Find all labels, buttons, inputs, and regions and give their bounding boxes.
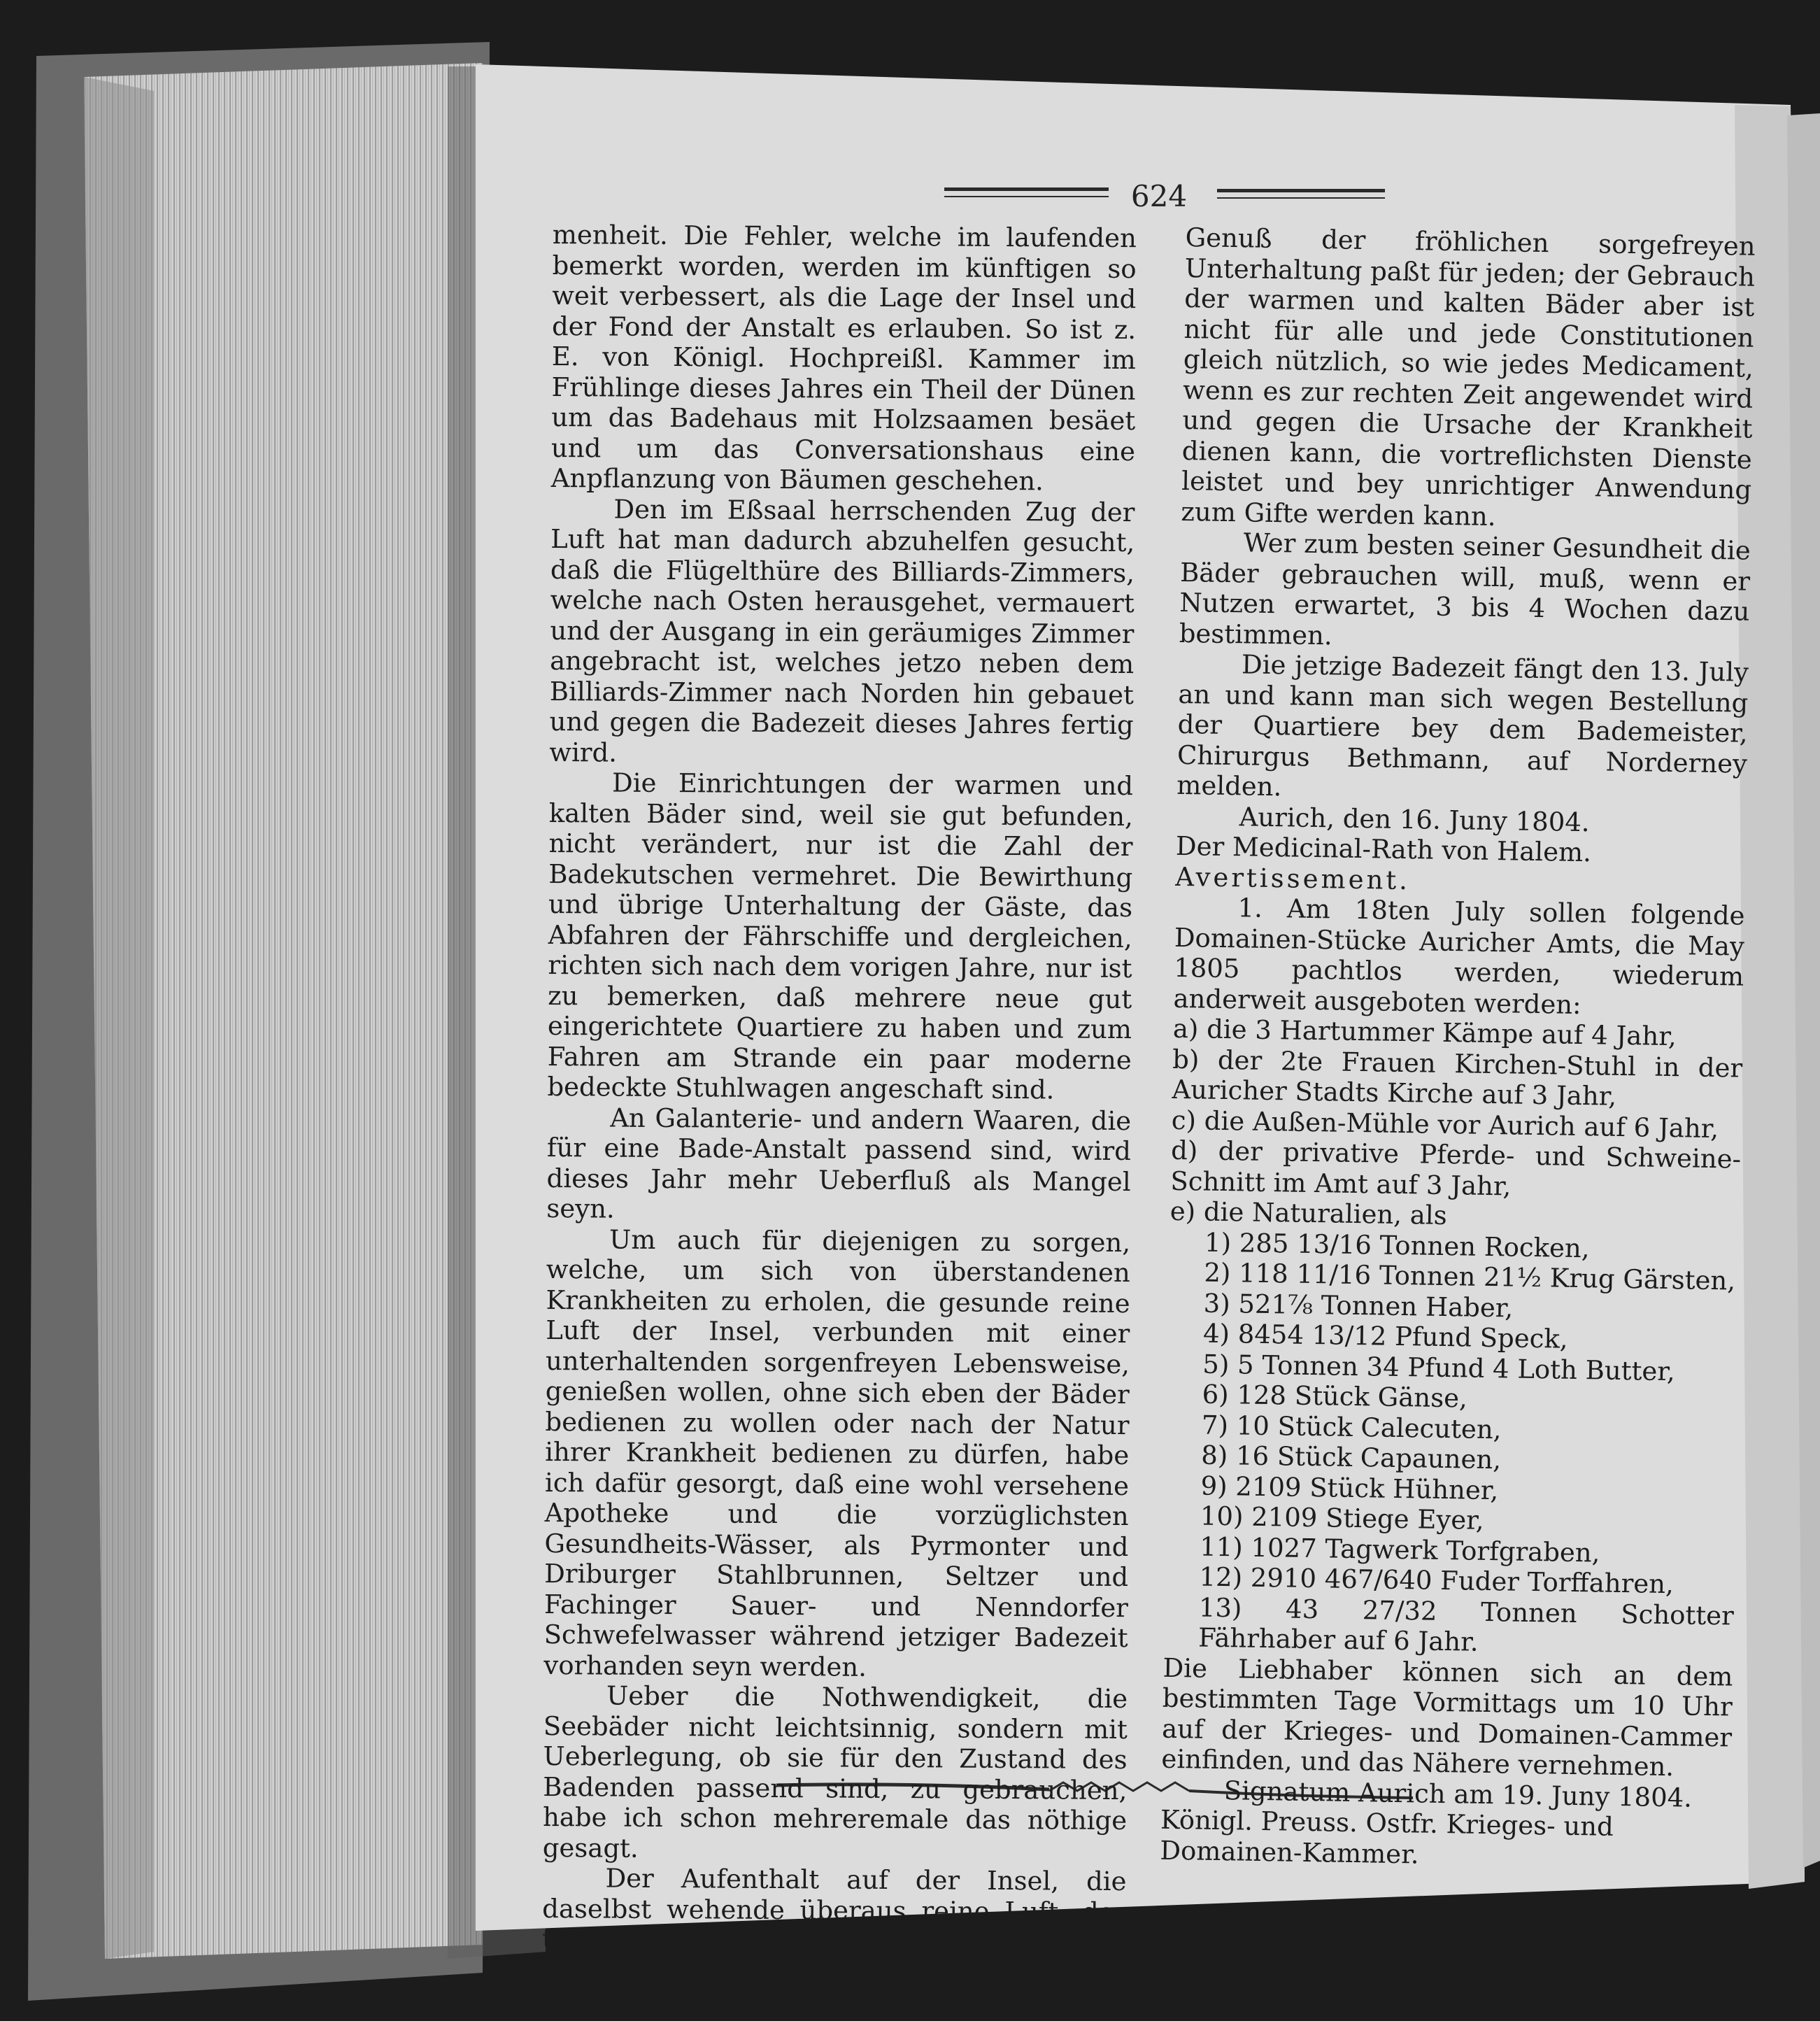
lettered-item: a) die 3 Hartummer Kämpe auf 4 Jahr, (1172, 1013, 1677, 1052)
avertissement-heading: Avertissement. (1174, 861, 1411, 895)
left-paragraph-3: Die Einrichtungen der warmen und kalten Bäder sind, weil sie gut befunden, nicht verändert, nur ist die Zahl der Badekutschen vermehret. Die Bewirthung und übrige Unterhaltung der Gäste, das Abfahren der Fährschiffe und dergleichen, richten sich nach dem vorigen Jahre, nur ist zu bemerken, daß mehrere neue gut eingerichtete Quartiere zu haben und zum Fahren am Strande ein paar moderne bedeckte Stuhlwagen angeschaft sind. (547, 767, 1134, 1105)
right-paragraph-3: Die jetzige Badezeit fängt den 13. July an und kann man sich wegen Bestellung der Quartiere bey dem Bademeister, Chirurgus Bethmann, auf Norderney melden. (1176, 649, 1749, 802)
authority-line-2: Domainen-Kammer. (1160, 1835, 1419, 1870)
header-rule-right (1217, 189, 1385, 192)
dateline: Aurich, den 16. Juny 1804. (1239, 801, 1590, 837)
page-number: 624 (1130, 179, 1188, 213)
left-paragraph-4: An Galanterie- und andern Waaren, die für eine Bade-Anstalt passend sind, wird dieses Jahr mehr Ueberfluß als Mangel seyn. (546, 1102, 1132, 1224)
lettered-item: d) der privative Pferde- und Schweine-Schnitt im Amt auf 3 Jahr, (1170, 1135, 1742, 1201)
numbered-list (1163, 1226, 1740, 1661)
right-paragraph-1: Genuß der fröhlichen sorgefreyen Unterhaltung paßt für jeden; der Gebrauch der warmen und kalten Bäder aber ist nicht für alle und jede Constitutionen gleich nützlich, so wie jedes Medicament, wenn es zur rechten Zeit angewendet wird und gegen die Ursache der Krankheit dienen kann, die vortreflichsten Dienste leistet und bey unrichtiger Anwendung zum Gifte werden kann. (1181, 222, 1756, 532)
lettered-item: c) die Außen-Mühle vor Aurich auf 6 Jahr, (1171, 1105, 1719, 1144)
numbered-item: 8) 16 Stück Capaunen, (1200, 1440, 1502, 1475)
numbered-item: 13) 43 27/32 Tonnen Schotter Fährhaber auf 6 Jahr. (1197, 1592, 1735, 1657)
avertissement-intro: 1. Am 18ten July sollen folgende Domainen-Stücke Auricher Amts, die May 1805 pachtlos werden, wiederum anderweit ausgeboten werden: (1173, 893, 1745, 1020)
numbered-item: 11) 1027 Tagwerk Torfgraben, (1199, 1531, 1600, 1568)
numbered-item: 2) 118 11/16 Tonnen 21½ Krug Gärsten, (1204, 1257, 1736, 1296)
header-rule-left (944, 187, 1109, 191)
numbered-item: 10) 2109 Stiege Eyer, (1200, 1501, 1484, 1536)
right-paragraph-2: Wer zum besten seiner Gesundheit die Bäder gebrauchen will, muß, wenn er Nutzen erwartet, 3 bis 4 Wochen dazu bestimmen. (1179, 527, 1751, 651)
left-paragraph-5: Um auch für diejenigen zu sorgen, welche, um sich von überstandenen Krankheiten zu erholen, die gesunde reine Luft der Insel, verbunden mit einer unterhaltenden sorgenfreyen Lebensweise, genießen wollen, ohne sich eben der Bäder bedienen zu wollen oder nach der Natur ihrer Krankheit bedienen zu dürfen, habe ich dafür gesorgt, daß eine wohl versehene Apotheke und die vorzüglichsten Gesundheits-Wässer, als Pyrmonter und Driburger Stahlbrunnen, Seltzer und Fachinger Sauer- und Nenndorfer Schwefelwasser während jetziger Badezeit vorhanden seyn werden. (543, 1224, 1131, 1682)
closing-paragraph: Die Liebhaber können sich an dem bestimmten Tage Vormittags um 10 Uhr auf der Krieges- und Domainen-Cammer einfinden, und das Nähere vernehmen. (1161, 1652, 1733, 1782)
lettered-item: e) die Naturalien, als (1170, 1196, 1448, 1231)
numbered-item: 1) 285 13/16 Tonnen Rocken, (1204, 1227, 1590, 1263)
left-column (542, 220, 1137, 1988)
left-paragraph-7: Der Aufenthalt auf der Insel, die daselbst wehende überaus reine Luft, der temperirte Boden, der Aufenthalt auf dem Wasser und der (541, 1863, 1127, 1986)
left-paragraph-1: menheit. Die Fehler, welche im laufenden bemerkt worden, werden im künftigen so weit verbessert, als die Lage der Insel und der Fond der Anstalt es erlauben. So ist z. E. von Königl. Hochpreißl. Kammer im Frühlinge dieses Jahres ein Theil der Dünen um das Badehaus mit Holzsaamen besäet und um das Conversationshaus eine Anpflanzung von Bäumen geschehen. (550, 220, 1137, 497)
lettered-list (1170, 1014, 1743, 1235)
numbered-item: 4) 8454 13/12 Pfund Speck, (1202, 1318, 1568, 1354)
numbered-item: 3) 521⅞ Tonnen Haber, (1203, 1288, 1514, 1324)
signatum-line: Signatum Aurich am 19. Juny 1804. (1223, 1775, 1693, 1813)
right-column (1160, 222, 1756, 1875)
numbered-item: 9) 2109 Stück Hühner, (1200, 1470, 1499, 1505)
numbered-item: 12) 2910 467/640 Fuder Torffahren, (1199, 1561, 1675, 1600)
left-paragraph-2: Den im Eßsaal herrschenden Zug der Luft hat man dadurch abzuhelfen gesucht, daß die Flügelthüre des Billiards-Zimmers, welche nach Osten herausgehet, vermauert und der Ausgang in ein geräumiges Zimmer angebracht ist, welches jetzo neben dem Billiards-Zimmer nach Norden hin gebauet und gegen die Badezeit dieses Jahres fertig wird. (549, 494, 1135, 768)
numbered-item: 6) 128 Stück Gänse, (1202, 1379, 1468, 1414)
numbered-item: 7) 10 Stück Calecuten, (1201, 1410, 1502, 1445)
medicinal-rath-signature: Der Medicinal-Rath von Halem. (1175, 830, 1592, 868)
authority-line-1: Königl. Preuss. Ostfr. Krieges- und (1160, 1804, 1614, 1842)
left-paragraph-6: Ueber die Nothwendigkeit, die Seebäder nicht leichtsinnig, sondern mit Ueberlegung, ob sie für den Zustand des Badenden passend sind, zu gebrauchen, habe ich schon mehreremale das nöthige gesagt. (542, 1680, 1128, 1864)
numbered-item: 5) 5 Tonnen 34 Pfund 4 Loth Butter, (1202, 1349, 1676, 1387)
lettered-item: b) der 2te Frauen Kirchen-Stuhl in der Auricher Stadts Kirche auf 3 Jahr, (1172, 1044, 1743, 1112)
